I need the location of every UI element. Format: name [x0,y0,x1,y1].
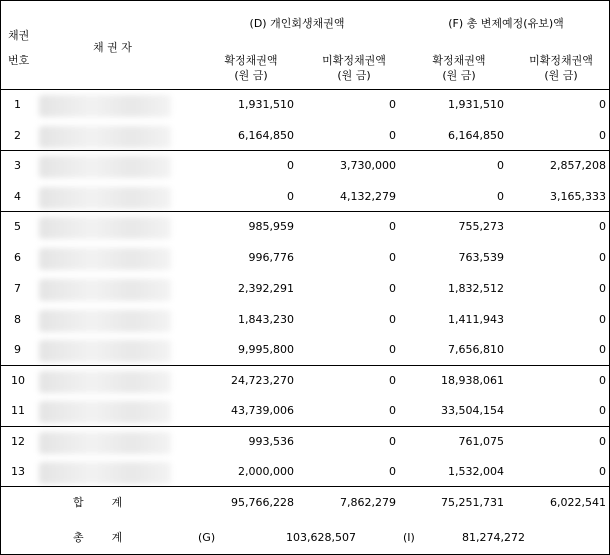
cell-f-unconfirmed: 0 [599,404,606,417]
cell-d-confirmed: 1,843,230 [238,313,294,326]
row-no: 4 [14,190,21,203]
cell-f-confirmed: 7,656,810 [448,343,504,356]
creditor-name-header: 채 권 자 [93,41,132,54]
cell-d-unconfirmed: 0 [389,251,396,264]
row-no: 9 [14,343,21,356]
cell-d-unconfirmed: 3,730,000 [340,159,396,172]
cell-d-unconfirmed: 4,132,279 [340,190,396,203]
cell-f-confirmed: 1,532,004 [448,465,504,478]
row-no: 7 [14,282,21,295]
cell-d-unconfirmed: 0 [389,343,396,356]
cell-f-confirmed: 0 [497,159,504,172]
cell-f-confirmed: 1,931,510 [448,98,504,111]
sub-header-f-unconfirmed-line1: 미확정채권액 [529,54,593,67]
subtotal-d-unconfirmed: 7,862,279 [340,496,396,509]
row-no: 2 [14,129,21,142]
sub-header-d-unconfirmed-line1: 미확정채권액 [322,54,386,67]
cell-d-unconfirmed: 0 [389,435,396,448]
redacted-creditor-name [39,432,171,454]
cell-f-unconfirmed: 0 [599,282,606,295]
sub-header-f-confirmed-line2: (원 금) [442,69,476,82]
redacted-creditor-name [39,126,171,148]
redacted-creditor-name [39,279,171,301]
cell-f-unconfirmed: 0 [599,251,606,264]
cell-f-confirmed: 18,938,061 [441,374,504,387]
cell-d-unconfirmed: 0 [389,129,396,142]
cell-f-unconfirmed: 0 [599,435,606,448]
sub-header-f-confirmed-line1: 확정채권액 [432,54,486,67]
cell-f-unconfirmed: 2,857,208 [550,159,606,172]
cell-f-unconfirmed: 0 [599,129,606,142]
redacted-creditor-name [39,95,171,117]
cell-d-confirmed: 0 [287,190,294,203]
redacted-creditor-name [39,401,171,423]
cell-d-confirmed: 1,931,510 [238,98,294,111]
grand-total-i-marker: (I) [403,531,415,544]
cell-f-unconfirmed: 0 [599,220,606,233]
row-no: 1 [14,98,21,111]
group-divider [1,365,609,366]
redacted-creditor-name [39,187,171,209]
redacted-creditor-name [39,217,171,239]
cell-d-confirmed: 993,536 [248,435,294,448]
row-no: 3 [14,159,21,172]
cell-d-confirmed: 24,723,270 [231,374,294,387]
cell-f-confirmed: 761,075 [458,435,504,448]
redacted-creditor-name [39,340,171,362]
sub-header-d-confirmed-line2: (원 금) [234,69,268,82]
group-divider [1,150,609,151]
cell-d-confirmed: 0 [287,159,294,172]
cell-f-confirmed: 1,832,512 [448,282,504,295]
row-no: 13 [11,465,25,478]
cell-f-unconfirmed: 0 [599,343,606,356]
cell-d-unconfirmed: 0 [389,220,396,233]
grand-total-g-marker: (G) [198,531,216,544]
total-divider [1,486,609,487]
grand-total-g-value: 103,628,507 [286,531,356,544]
header-divider [1,89,609,90]
sub-header-f-unconfirmed-line2: (원 금) [544,69,578,82]
cell-d-confirmed: 985,959 [248,220,294,233]
cell-d-unconfirmed: 0 [389,374,396,387]
row-no: 8 [14,313,21,326]
subtotal-f-confirmed: 75,251,731 [441,496,504,509]
redacted-creditor-name [39,310,171,332]
group-divider [1,211,609,212]
redacted-creditor-name [39,248,171,270]
subtotal-label: 합 계 [73,496,123,509]
cell-f-unconfirmed: 0 [599,465,606,478]
creditor-no-header-line1: 채권 [8,29,30,42]
group-f-header: (F) 총 변제예정(유보)액 [448,17,564,30]
cell-f-confirmed: 0 [497,190,504,203]
cell-f-unconfirmed: 3,165,333 [550,190,606,203]
cell-f-confirmed: 755,273 [458,220,504,233]
subtotal-f-unconfirmed: 6,022,541 [550,496,606,509]
row-no: 6 [14,251,21,264]
cell-d-unconfirmed: 0 [389,282,396,295]
cell-d-confirmed: 43,739,006 [231,404,294,417]
cell-f-confirmed: 6,164,850 [448,129,504,142]
cell-f-confirmed: 33,504,154 [441,404,504,417]
redacted-creditor-name [39,462,171,484]
cell-d-confirmed: 2,000,000 [238,465,294,478]
cell-d-unconfirmed: 0 [389,404,396,417]
row-no: 5 [14,220,21,233]
cell-f-unconfirmed: 0 [599,98,606,111]
cell-d-confirmed: 9,995,800 [238,343,294,356]
group-divider [1,426,609,427]
subtotal-d-confirmed: 95,766,228 [231,496,294,509]
grand-total-label: 총 계 [73,531,123,544]
redacted-creditor-name [39,371,171,393]
group-d-header: (D) 개인회생채권액 [249,17,345,30]
creditor-no-header-line2: 번호 [8,54,30,67]
cell-f-unconfirmed: 0 [599,374,606,387]
cell-d-confirmed: 6,164,850 [238,129,294,142]
row-no: 12 [11,435,25,448]
row-no: 10 [11,374,25,387]
cell-d-unconfirmed: 0 [389,313,396,326]
cell-f-unconfirmed: 0 [599,313,606,326]
cell-d-unconfirmed: 0 [389,98,396,111]
cell-d-unconfirmed: 0 [389,465,396,478]
cell-f-confirmed: 1,411,943 [448,313,504,326]
cell-d-confirmed: 996,776 [248,251,294,264]
sub-header-d-confirmed-line1: 확정채권액 [224,54,278,67]
row-no: 11 [11,404,25,417]
cell-d-confirmed: 2,392,291 [238,282,294,295]
sub-header-d-unconfirmed-line2: (원 금) [337,69,371,82]
grand-total-i-value: 81,274,272 [462,531,525,544]
redacted-creditor-name [39,156,171,178]
cell-f-confirmed: 763,539 [458,251,504,264]
